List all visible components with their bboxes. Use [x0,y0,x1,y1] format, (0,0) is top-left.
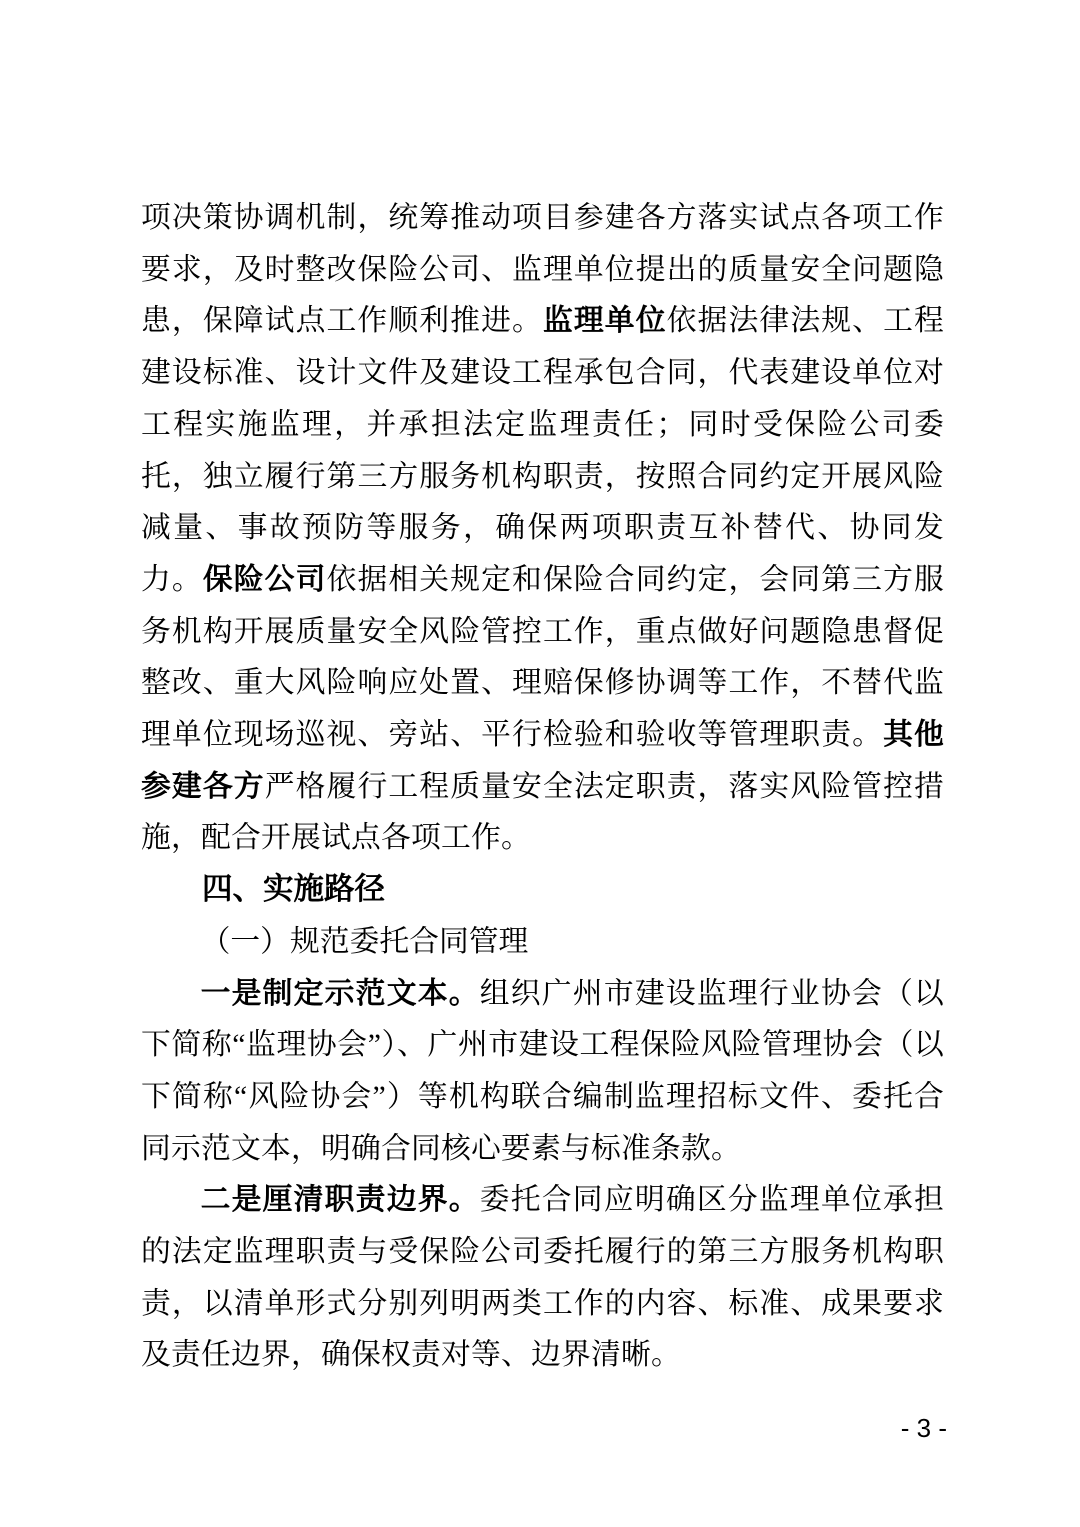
text-run: 组织广州市建设监理行业协会（以下简称“监理协会”）、广州市建设工程保险风险管理协会（以下简称“风险协会”）等机构联合编制监理招标文件、委托合同示范文本，明确合同核心要素与标准条款。 [141,976,944,1165]
text-run: 依据相关规定和保险合同约定，会同第三方服务机构开展质量安全风险管控工作，重点做好问题隐患督促整改、重大风险响应处置、理赔保修协调等工作，不替代监理单位现场巡视、旁站、平行检验和验收等管理职责。 [141,562,944,752]
page-number: - 3 - [900,1413,947,1443]
text-run: 项决策协调机制，统筹推动项目参建各方落实试点各项工作要求，及时整改保险公司、监理单位提出的质量安全问题隐患，保障试点工作顺利推进。 [141,201,944,338]
page-content [141,192,944,1381]
paragraph-item-1 [141,968,944,1175]
text-run-bold-qita-canjian: 其他参建各方 [141,718,944,803]
section-heading-4: 四、实施路径 [202,872,385,907]
text-run: 依据法律法规、工程建设标准、设计文件及建设工程承包合同，代表建设单位对工程实施监理，并承担法定监理责任；同时受保险公司委托，独立履行第三方服务机构职责，按照合同约定开展风险减量、事故预防等服务，确保两项职责互补替代、协同发力。 [141,304,944,596]
text-run-bold-item1-lead: 一是制定示范文本。 [200,976,480,1010]
paragraph-continuation [141,192,944,864]
text-run-bold-baoxian-gongsi: 保险公司 [202,562,327,596]
text-run-bold-item2-lead: 二是厘清职责边界。 [200,1183,480,1217]
text-run-bold-jianli-danwei: 监理单位 [542,304,667,338]
text-run: 委托合同应明确区分监理单位承担的法定监理职责与受保险公司委托履行的第三方服务机构职责，以清单形式分别列明两类工作的内容、标准、成果要求及责任边界，确保权责对等、边界清晰。 [141,1183,944,1372]
text-run: 严格履行工程质量安全法定职责，落实风险管控措施，配合开展试点各项工作。 [141,769,944,855]
paragraph-item-2 [141,1174,944,1381]
subsection-heading-4-1: （一）规范委托合同管理 [200,924,529,958]
